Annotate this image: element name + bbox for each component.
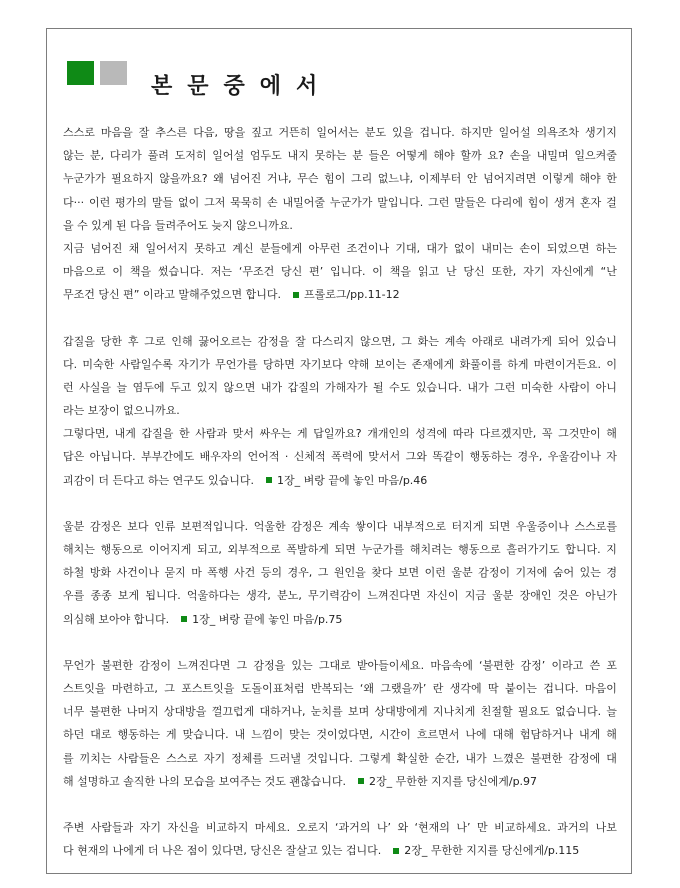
section-header	[67, 59, 367, 105]
excerpt-body	[63, 121, 617, 885]
text-line: 스트잇을 마련하고, 그 포스트잇을 도돌이표처럼 반복되는 ‘왜 그랬을까’ 란 생각에 딱 붙이는 겁니다. 마음이	[63, 681, 617, 695]
section-title: 본문중에서	[151, 74, 333, 99]
text-line: 마음으로 이 책을 썼습니다. 저는 ‘무조건 당신 편’ 입니다. 이 책을 읽고 난 당신 또한, 자기 자신에게 “난	[63, 265, 617, 279]
text-line: 의심해 보아야 합니다. 1장_ 벼랑 끝에 놓인 마음/p.75	[63, 608, 617, 631]
text-line: 다··· 이런 평가의 말들 없이 그저 묵묵히 손 내밀어줄 누군가가 말입니다. 그런 말들은 다리에 힘이 생겨 혼자 걸	[63, 195, 617, 209]
green-bullet-icon	[358, 778, 364, 784]
green-bullet-icon	[266, 477, 272, 483]
text-line: 하철 방화 사건이나 묻지 마 폭행 사건 등의 경우, 그 원인을 찾다 보면 이런 울분 감정이 기저에 숨어 있는 경	[63, 566, 617, 580]
text-line: 무언가 불편한 감정이 느껴진다면 그 감정을 있는 그대로 받아들이세요. 마음속에 ‘불편한 감정’ 이라고 쓴 포	[63, 658, 617, 672]
excerpt-paragraph	[63, 330, 617, 423]
text-line: 해 설명하고 솔직한 나의 모습을 보여주는 것도 괜찮습니다. 2장_ 무한한 지지를 당신에게/p.97	[63, 770, 617, 793]
source-citation: 1장_ 벼랑 끝에 놓인 마음/p.46	[266, 469, 427, 492]
text-line: 갑질을 당한 후 그로 인해 끓어오르는 감정을 잘 다스리지 않으면, 그 화는 계속 아래로 내려가게 되어 있습니	[63, 334, 617, 348]
text-line: 괴감이 더 든다고 하는 연구도 있습니다. 1장_ 벼랑 끝에 놓인 마음/p.46	[63, 469, 617, 492]
text-line: 우를 종종 보게 됩니다. 억울하다는 생각, 분노, 무기력감이 느껴진다면 자신이 지금 울분 장애인 것은 아닌가	[63, 589, 617, 603]
text-line: 라는 보장이 없으니까요.	[63, 404, 180, 418]
source-citation: 2장_ 무한한 지지를 당신에게/p.97	[358, 770, 537, 793]
text-line: 울분 감정은 보다 인류 보편적입니다. 억울한 감정은 계속 쌓이다 내부적으로 터지게 되면 우울증이나 스스로를	[63, 519, 617, 533]
excerpt-paragraph	[63, 816, 617, 862]
text-line: 너무 불편한 나머지 상대방을 껄끄럽게 대하거나, 눈치를 보며 상대방에게 지나치게 친절할 필요도 없습니다. 늘	[63, 705, 617, 719]
text-line: 하던 대로 행동하는 게 맞습니다. 내 느낌이 맞는 것이었다면, 시간이 흐르면서 나에 대해 험담하거나 내게 해	[63, 728, 617, 742]
text-line: 다. 미숙한 사람일수록 자기가 무언가를 당하면 자기보다 약해 보이는 존재에게 화풀이를 하게 마련이거든요. 이	[63, 357, 617, 371]
excerpt-paragraph	[63, 121, 617, 237]
text-line: 런 사실을 늘 염두에 두고 있지 않으면 내가 갑질의 가해자가 될 수도 있습니다. 내가 그런 미숙한 사람이 아니	[63, 380, 617, 394]
text-line: 해치는 행동으로 이어지게 되고, 외부적으로 폭발하게 되면 누군가를 해치려는 행동으로 흘러가기도 합니다. 지	[63, 543, 617, 556]
source-citation: 프롤로그/pp.11-12	[293, 283, 400, 306]
green-bullet-icon	[181, 616, 187, 622]
green-bullet-icon	[293, 292, 299, 298]
text-line: 그렇다면, 내게 갑질을 한 사람과 맞서 싸우는 게 답일까요? 개개인의 성격에 따라 다르겠지만, 꼭 그것만이 해	[63, 427, 617, 441]
excerpt-paragraph	[63, 515, 617, 631]
text-line: 않는 분, 다리가 풀려 도저히 일어설 엄두도 내지 못하는 분 들은 어떻게 해야 할까 요? 손을 내밀며 일으켜줄	[63, 149, 617, 163]
page-frame	[46, 28, 632, 874]
text-line: 을 수 있게 된 다음 들려주어도 늦지 않으니까요.	[63, 218, 293, 232]
text-line: 다 현재의 나에게 더 나은 점이 있다면, 당신은 잘살고 있는 겁니다. 2장_ 무한한 지지를 당신에게/p.115	[63, 839, 617, 862]
text-line: 지금 넘어진 채 일어서지 못하고 계신 분들에게 아무런 조건이나 기대, 대가 없이 내미는 손이 되었으면 하는	[63, 241, 617, 255]
excerpt-paragraph	[63, 237, 617, 307]
text-line: 주변 사람들과 자기 자신을 비교하지 마세요. 오로지 ‘과거의 나’ 와 ‘현재의 나’ 만 비교하세요. 과거의 나보	[63, 820, 617, 834]
source-citation: 2장_ 무한한 지지를 당신에게/p.115	[393, 839, 579, 862]
source-citation: 1장_ 벼랑 끝에 놓인 마음/p.75	[181, 608, 342, 631]
text-line: 를 끼치는 사람들은 스스로 자기 정체를 드러낼 것입니다. 그렇게 확실한 순간, 내가 느꼈은 불편한 감정에 대	[63, 751, 617, 765]
excerpt-paragraph	[63, 422, 617, 492]
gray-square-icon	[100, 61, 127, 85]
text-line: 누군가가 필요하지 않을까요? 왜 넘어진 거냐, 무슨 힘이 그리 없느냐, 이제부터 안 넘어지려면 이렇게 해야 한	[63, 172, 617, 186]
text-line: 답은 아닙니다. 부부간에도 배우자의 언어적 · 신체적 폭력에 맞서서 그와 똑같이 행동하는 경우, 우울감이나 자	[63, 450, 617, 464]
green-square-icon	[67, 61, 94, 85]
text-line: 스스로 마음을 잘 추스른 다음, 땅을 짚고 거뜬히 일어서는 분도 있을 겁니다. 하지만 일어설 의욕조차 생기지	[63, 126, 617, 139]
green-bullet-icon	[393, 848, 399, 854]
text-line: 무조건 당신 편” 이라고 말해주었으면 합니다. 프롤로그/pp.11-12	[63, 283, 617, 306]
excerpt-paragraph	[63, 654, 617, 793]
